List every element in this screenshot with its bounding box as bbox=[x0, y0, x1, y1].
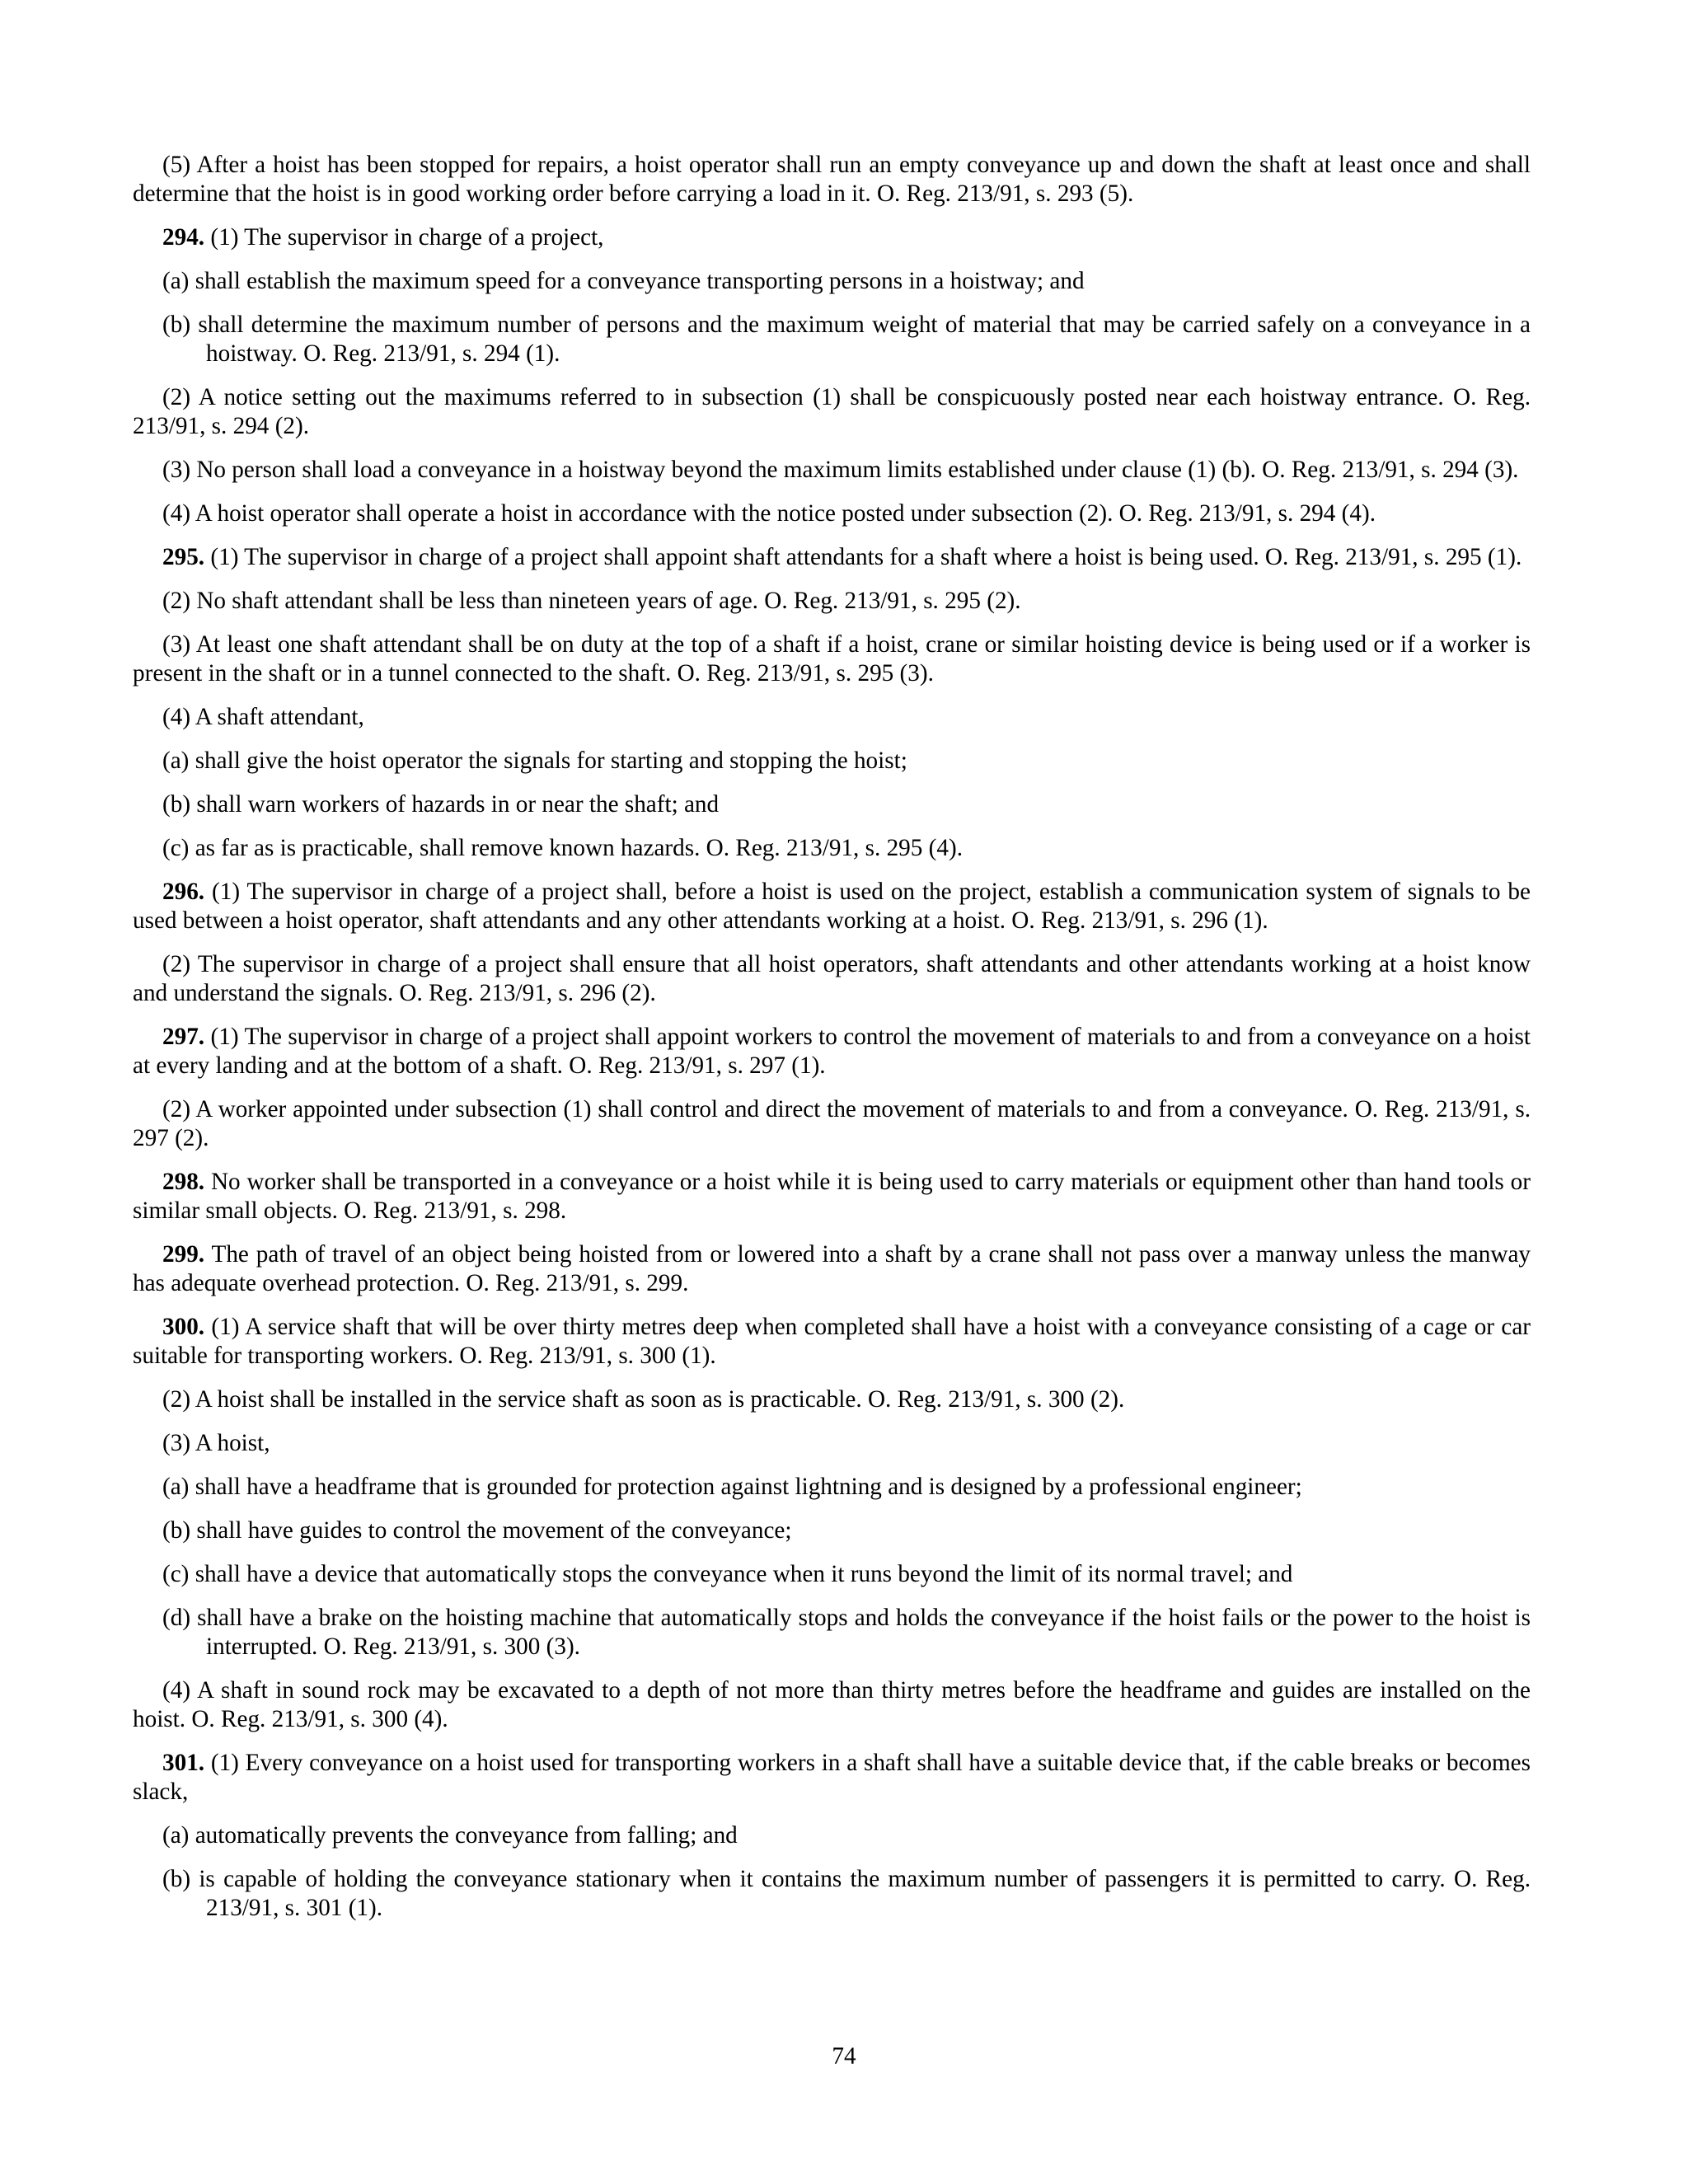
paragraph-text: (2) A notice setting out the maximums referred to in subsection (1) shall be conspicuously posted near each hoistway entrance. O. Reg. 213/91, s. 294 (2). bbox=[133, 384, 1531, 439]
paragraph-text: (2) A hoist shall be installed in the service shaft as soon as is practicable. O. Reg. 213/91, s. 300 (2). bbox=[162, 1386, 1125, 1413]
paragraph-text: (a) shall establish the maximum speed for a conveyance transporting persons in a hoistway; and bbox=[162, 268, 1085, 294]
paragraph-text: (1) A service shaft that will be over thirty metres deep when completed shall have a hoist with a conveyance consisting of a cage or car suitable for transporting workers. O. Reg. 213/91, s. 300 (1). bbox=[133, 1314, 1531, 1369]
paragraph-text: (b) shall warn workers of hazards in or near the shaft; and bbox=[162, 791, 720, 818]
clause-paragraph bbox=[133, 1821, 1531, 1850]
clause-paragraph bbox=[133, 747, 1531, 776]
clause-paragraph bbox=[133, 1473, 1531, 1502]
subsection-paragraph bbox=[133, 1676, 1531, 1734]
paragraph-text: (c) as far as is practicable, shall remove known hazards. O. Reg. 213/91, s. 295 (4). bbox=[162, 835, 963, 861]
paragraph-text: (2) A worker appointed under subsection (1) shall control and direct the movement of materials to and from a conveyance. O. Reg. 213/91, s. 297 (2). bbox=[133, 1096, 1531, 1151]
clause-paragraph bbox=[133, 790, 1531, 819]
clause-paragraph bbox=[133, 1865, 1531, 1923]
section-number: 297. bbox=[162, 1024, 205, 1050]
section-number: 299. bbox=[162, 1241, 205, 1268]
clause-paragraph bbox=[133, 311, 1531, 368]
clause-paragraph bbox=[133, 834, 1531, 863]
subsection-paragraph bbox=[133, 587, 1531, 616]
section-number: 296. bbox=[162, 879, 205, 905]
clause-paragraph bbox=[133, 267, 1531, 296]
section-paragraph bbox=[133, 1023, 1531, 1080]
subsection-paragraph bbox=[133, 630, 1531, 688]
paragraph-text: (a) shall give the hoist operator the signals for starting and stopping the hoist; bbox=[162, 748, 907, 774]
section-number: 300. bbox=[162, 1314, 205, 1340]
section-number: 294. bbox=[162, 224, 205, 251]
paragraph-text: No worker shall be transported in a conveyance or a hoist while it is being used to carry materials or equipment other than hand tools or similar small objects. O. Reg. 213/91, s. 298. bbox=[133, 1169, 1531, 1224]
paragraph-text: (b) is capable of holding the conveyance stationary when it contains the maximum number of passengers it is permitted to carry. O. Reg. 213/91, s. 301 (1). bbox=[162, 1866, 1531, 1921]
paragraph-text: (2) No shaft attendant shall be less than nineteen years of age. O. Reg. 213/91, s. 295 (2). bbox=[162, 588, 1021, 614]
section-number: 301. bbox=[162, 1750, 205, 1776]
subsection-paragraph bbox=[133, 950, 1531, 1008]
paragraph-text: (a) automatically prevents the conveyance from falling; and bbox=[162, 1822, 738, 1849]
section-number: 298. bbox=[162, 1169, 205, 1195]
paragraph-text: (b) shall have guides to control the movement of the conveyance; bbox=[162, 1517, 792, 1544]
paragraph-text: The path of travel of an object being hoisted from or lowered into a shaft by a crane shall not pass over a manway unless the manway has adequate overhead protection. O. Reg. 213/91, s. 299. bbox=[133, 1241, 1531, 1296]
section-paragraph bbox=[133, 878, 1531, 935]
paragraph-text: (5) After a hoist has been stopped for repairs, a hoist operator shall run an empty conveyance up and down the shaft at least once and shall determine that the hoist is in good working order before carrying a load in it. O. Reg. 213/91, s. 293 (5). bbox=[133, 152, 1531, 207]
section-paragraph bbox=[133, 543, 1531, 572]
paragraph-text: (c) shall have a device that automatically stops the conveyance when it runs beyond the limit of its normal travel; and bbox=[162, 1561, 1293, 1587]
paragraph-text: (1) The supervisor in charge of a project shall appoint shaft attendants for a shaft where a hoist is being used. O. Reg. 213/91, s. 295 (1). bbox=[204, 544, 1522, 570]
paragraph-text: (4) A shaft attendant, bbox=[162, 704, 364, 730]
subsection-paragraph bbox=[133, 1385, 1531, 1414]
section-number: 295. bbox=[162, 544, 205, 570]
paragraph-text: (4) A shaft in sound rock may be excavated to a depth of not more than thirty metres before the headframe and guides are installed on the hoist. O. Reg. 213/91, s. 300 (4). bbox=[133, 1677, 1531, 1732]
section-paragraph bbox=[133, 1168, 1531, 1226]
subsection-paragraph bbox=[133, 1429, 1531, 1458]
paragraph-text: (3) At least one shaft attendant shall be on duty at the top of a shaft if a hoist, crane or similar hoisting device is being used or if a worker is present in the shaft or in a tunnel connected to the shaft. O. Reg. 213/91, s. 295 (3). bbox=[133, 631, 1531, 687]
paragraph-text: (b) shall determine the maximum number of persons and the maximum weight of material that may be carried safely on a conveyance in a hoistway. O. Reg. 213/91, s. 294 (1). bbox=[162, 312, 1531, 367]
subsection-paragraph bbox=[133, 499, 1531, 528]
paragraph-text: (d) shall have a brake on the hoisting machine that automatically stops and holds the conveyance if the hoist fails or the power to the hoist is interrupted. O. Reg. 213/91, s. 300 (3). bbox=[162, 1605, 1531, 1660]
paragraph-text: (3) A hoist, bbox=[162, 1430, 270, 1456]
subsection-paragraph bbox=[133, 151, 1531, 209]
paragraph-text: (1) Every conveyance on a hoist used for transporting workers in a shaft shall have a suitable device that, if the cable breaks or becomes slack, bbox=[133, 1750, 1531, 1805]
paragraph-text: (a) shall have a headframe that is grounded for protection against lightning and is designed by a professional engineer; bbox=[162, 1474, 1302, 1500]
paragraph-text: (1) The supervisor in charge of a project, bbox=[204, 224, 604, 251]
section-paragraph bbox=[133, 1240, 1531, 1298]
paragraph-text: (4) A hoist operator shall operate a hoist in accordance with the notice posted under subsection (2). O. Reg. 213/91, s. 294 (4). bbox=[162, 500, 1376, 527]
clause-paragraph bbox=[133, 1560, 1531, 1589]
subsection-paragraph bbox=[133, 456, 1531, 485]
paragraph-text: (1) The supervisor in charge of a project shall appoint workers to control the movement of materials to and from a conveyance on a hoist at every landing and at the bottom of a shaft. O. Reg. 213/91, s. 297 (1). bbox=[133, 1024, 1531, 1079]
subsection-paragraph bbox=[133, 703, 1531, 732]
paragraph-text: (2) The supervisor in charge of a project shall ensure that all hoist operators, shaft attendants and other attendants working at a hoist know and understand the signals. O. Reg. 213/91, s. 296 (2). bbox=[133, 951, 1531, 1006]
page-number: 74 bbox=[832, 2043, 856, 2069]
paragraph-text: (1) The supervisor in charge of a project shall, before a hoist is used on the project, establish a communication system of signals to be used between a hoist operator, shaft attendants and any other attendants working at a hoist. O. Reg. 213/91, s. 296 (1). bbox=[133, 879, 1531, 934]
subsection-paragraph bbox=[133, 383, 1531, 441]
clause-paragraph bbox=[133, 1604, 1531, 1661]
paragraph-text: (3) No person shall load a conveyance in a hoistway beyond the maximum limits established under clause (1) (b). O. Reg. 213/91, s. 294 (3). bbox=[162, 457, 1519, 483]
subsection-paragraph bbox=[133, 1095, 1531, 1153]
clause-paragraph bbox=[133, 1516, 1531, 1545]
document-body bbox=[133, 151, 1531, 1938]
section-paragraph bbox=[133, 1749, 1531, 1807]
section-paragraph bbox=[133, 1313, 1531, 1371]
section-paragraph bbox=[133, 223, 1531, 252]
